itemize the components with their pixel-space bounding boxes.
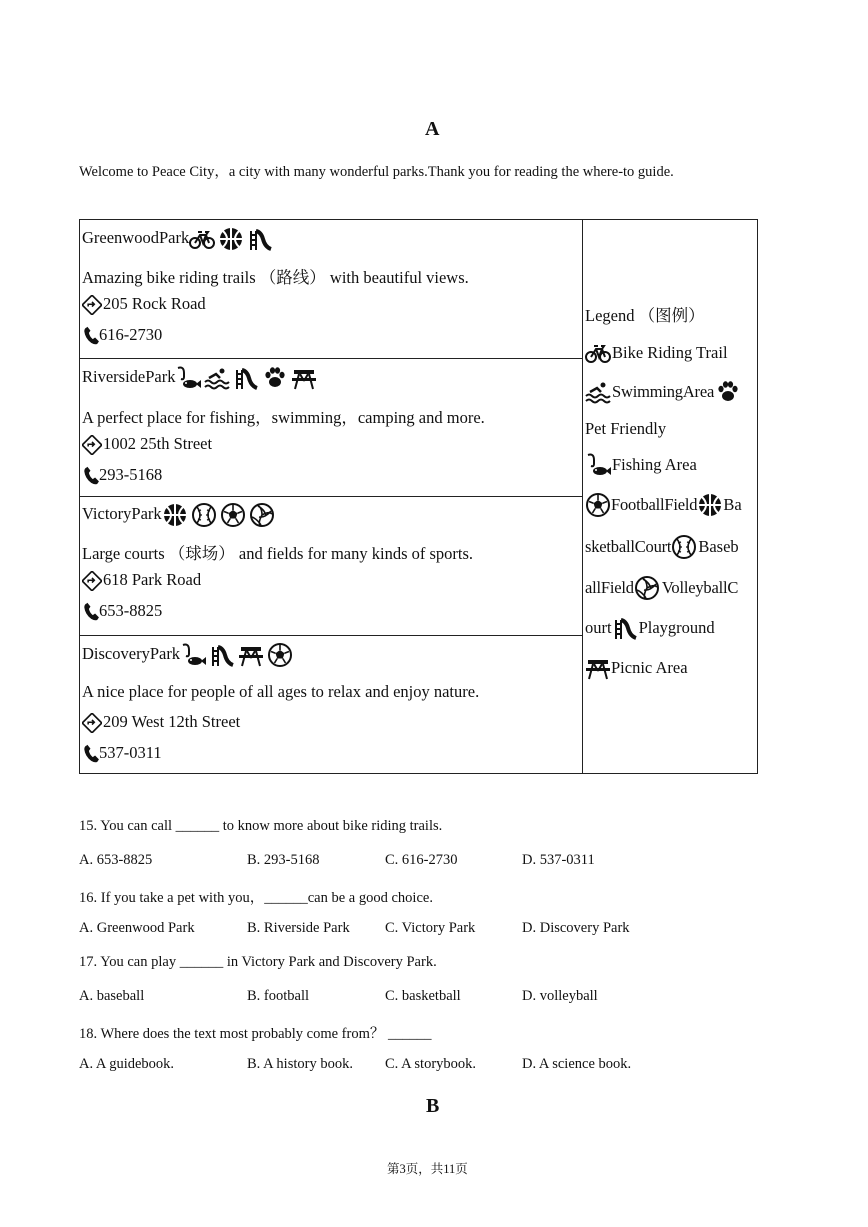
address-icon [82, 435, 102, 455]
football-icon [267, 642, 293, 668]
playground-icon [233, 365, 259, 391]
address-icon [82, 295, 102, 315]
park-phone: 616-2730 [99, 325, 163, 344]
address-icon [82, 713, 102, 733]
basketball-icon [218, 226, 244, 252]
playground-icon [247, 226, 273, 252]
legend-picnic-label: Picnic Area [611, 658, 688, 678]
park-address: 209 West 12th Street [103, 711, 241, 731]
question-17: 17. You can play ______ in Victory Park and Discovery Park. [79, 954, 437, 970]
page-footer: 第3页，共11页 [387, 1162, 468, 1176]
legend-ourt-label: ourt [585, 618, 612, 638]
legend-football-label: FootballField [611, 495, 698, 515]
park-address: 618 Park Road [103, 570, 202, 589]
park-address: 1002 25th Street [103, 433, 213, 453]
park-greenwood [80, 220, 583, 359]
option-a: A. 653-8825 [79, 852, 153, 868]
legend-cell [583, 220, 758, 774]
park-name: RiversidePark [82, 366, 176, 386]
volleyball-icon [249, 502, 275, 528]
playground-icon [612, 615, 638, 641]
phone-icon [82, 466, 98, 486]
paw-icon [262, 365, 288, 391]
legend-playground-label: Playground [638, 618, 715, 638]
option-b: B. Riverside Park [247, 920, 350, 936]
address-icon [82, 571, 102, 591]
section-a-title: A [425, 118, 440, 140]
volleyball-icon [634, 575, 660, 601]
legend-pet-label: Pet Friendly [585, 419, 667, 439]
option-c: C. A storybook. [385, 1056, 477, 1072]
question-16: 16. If you take a pet with you，______can be a good choice. [79, 890, 433, 906]
park-phone: 537-0311 [99, 742, 162, 762]
legend-baseball-label: allField [585, 578, 634, 598]
option-b: B. football [247, 988, 310, 1004]
intro-text: Welcome to Peace City，a city with many wonderful parks.Thank you for reading the where-to guide. [79, 164, 674, 180]
legend-volleyball-label: VolleyballC [661, 578, 739, 598]
park-name: GreenwoodPark [82, 227, 190, 247]
option-b: B. A history book. [247, 1056, 353, 1072]
football-icon [220, 502, 246, 528]
park-name: DiscoveryPark [82, 643, 181, 663]
legend-swimming-label: SwimmingArea [612, 382, 715, 402]
option-a: A. Greenwood Park [79, 920, 195, 936]
legend-basketball-label: sketballCourt [585, 537, 672, 557]
option-d: D. volleyball [522, 988, 598, 1004]
option-d: D. 537-0311 [522, 852, 595, 868]
legend-baseb-label: Baseb [698, 537, 739, 557]
legend-bike-label: Bike Riding Trail [612, 343, 728, 363]
phone-icon [82, 744, 98, 764]
park-phone: 293-5168 [99, 464, 163, 484]
park-description: Large courts （球场） and fields for many kinds of sports. [82, 544, 474, 563]
picnic-icon [291, 365, 317, 391]
park-riverside [80, 358, 583, 497]
picnic-icon [238, 642, 264, 668]
phone-icon [82, 326, 98, 346]
option-b: B. 293-5168 [247, 852, 320, 868]
park-description: A perfect place for fishing，swimming，camping and more. [82, 407, 485, 427]
park-name: VictoryPark [82, 503, 162, 523]
option-a: A. A guidebook. [79, 1056, 175, 1072]
option-a: A. baseball [79, 988, 145, 1004]
swimming-icon [585, 379, 611, 405]
park-address: 205 Rock Road [103, 294, 206, 313]
bike-icon [585, 340, 611, 366]
question-15: 15. You can call ______ to know more about bike riding trails. [79, 818, 443, 834]
fishing-icon [180, 642, 206, 668]
picnic-icon [585, 655, 611, 681]
park-phone: 653-8825 [99, 601, 163, 620]
basketball-icon [162, 502, 188, 528]
phone-icon [82, 602, 98, 622]
football-icon [585, 492, 611, 518]
bike-icon [189, 226, 215, 252]
legend-fishing-label: Fishing Area [612, 455, 697, 475]
swimming-icon [204, 365, 230, 391]
option-c: C. 616-2730 [385, 852, 458, 868]
basketball-icon [697, 492, 723, 518]
option-c: C. basketball [385, 988, 461, 1004]
option-c: C. Victory Park [385, 920, 476, 936]
legend [585, 298, 753, 688]
legend-ba-label: Ba [723, 495, 742, 515]
parks-table [79, 219, 758, 774]
baseball-icon [671, 534, 697, 560]
fishing-icon [585, 452, 611, 478]
option-d: D. Discovery Park [522, 920, 630, 936]
park-victory [80, 497, 583, 636]
fishing-icon [175, 365, 201, 391]
park-discovery [80, 635, 583, 774]
baseball-icon [191, 502, 217, 528]
park-description: Amazing bike riding trails （路线） with beautiful views. [82, 268, 469, 287]
section-b-title: B [426, 1095, 440, 1117]
question-18: 18. Where does the text most probably come from？ ______ [79, 1026, 432, 1042]
park-description: A nice place for people of all ages to relax and enjoy nature. [82, 681, 480, 701]
paw-icon [715, 379, 741, 405]
option-d: D. A science book. [522, 1056, 632, 1072]
legend-title: Legend （图例） [585, 306, 705, 326]
playground-icon [209, 642, 235, 668]
